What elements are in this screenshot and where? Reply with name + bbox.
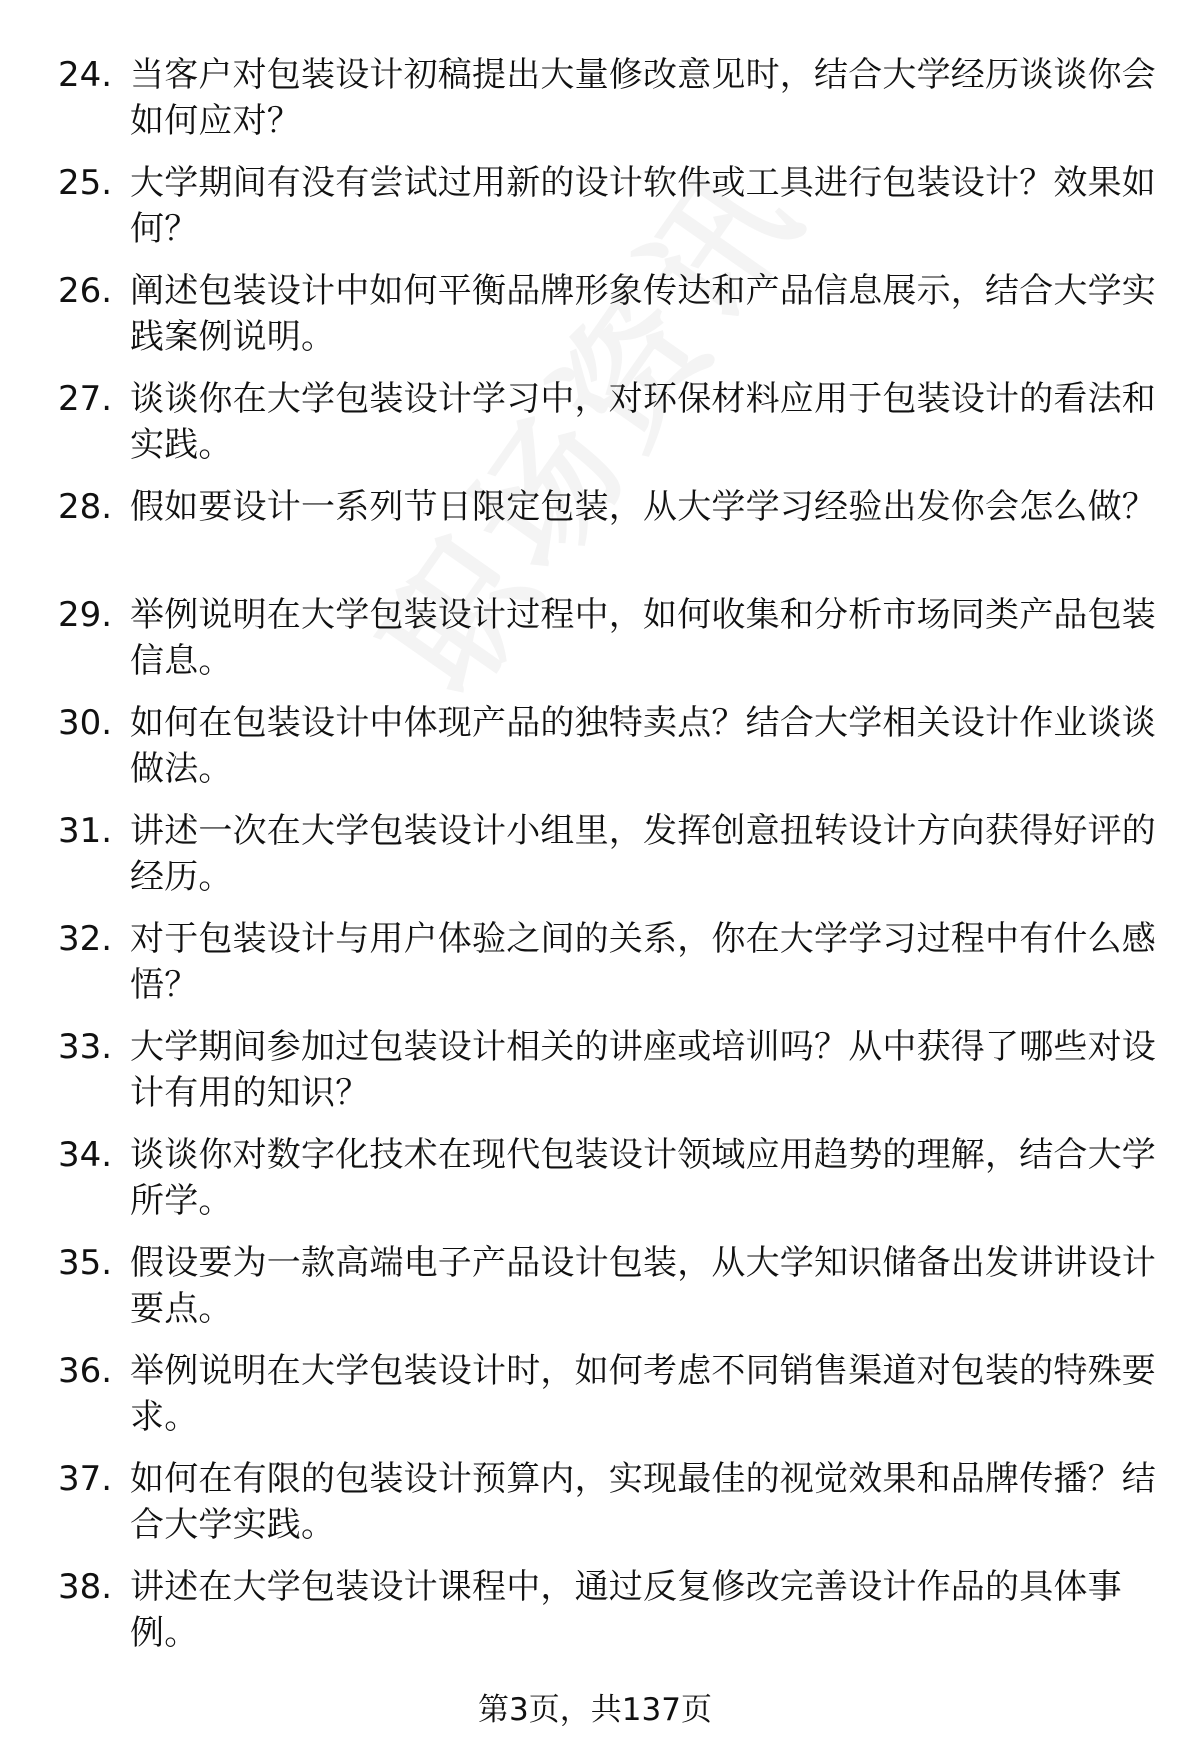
item-number: 38. (58, 1567, 113, 1607)
list-item (58, 376, 1156, 484)
item-number: 24. (58, 55, 113, 95)
item-number: 34. (58, 1135, 113, 1175)
item-text: 当客户对包装设计初稿提出大量修改意见时，结合大学经历谈谈你会如何应对？ (130, 55, 1156, 141)
list-item (58, 1456, 1156, 1564)
item-number: 26. (58, 271, 113, 311)
list-item (58, 916, 1156, 1024)
item-text: 如何在包装设计中体现产品的独特卖点？结合大学相关设计作业谈谈做法。 (130, 703, 1156, 789)
item-text: 对于包装设计与用户体验之间的关系，你在大学学习过程中有什么感悟？ (130, 919, 1156, 1005)
item-text: 谈谈你对数字化技术在现代包装设计领域应用趋势的理解，结合大学所学。 (130, 1135, 1156, 1221)
item-text: 假设要为一款高端电子产品设计包装，从大学知识储备出发讲讲设计要点。 (130, 1243, 1156, 1329)
item-text: 讲述在大学包装设计课程中，通过反复修改完善设计作品的具体事例。 (130, 1567, 1122, 1653)
list-item (58, 592, 1156, 700)
list-item (58, 808, 1156, 916)
item-text: 大学期间有没有尝试过用新的设计软件或工具进行包装设计？效果如何？ (130, 163, 1156, 249)
item-number: 36. (58, 1351, 113, 1391)
item-number: 29. (58, 595, 113, 635)
item-number: 31. (58, 811, 113, 851)
item-number: 32. (58, 919, 113, 959)
item-number: 30. (58, 703, 113, 743)
list-item (58, 52, 1156, 160)
item-text: 假如要设计一系列节日限定包装，从大学学习经验出发你会怎么做？ (130, 487, 1156, 527)
page-footer: 第3页，共137页 (478, 1692, 712, 1728)
list-item (58, 268, 1156, 376)
item-number: 25. (58, 163, 113, 203)
item-text: 如何在有限的包装设计预算内，实现最佳的视觉效果和品牌传播？结合大学实践。 (130, 1459, 1156, 1545)
list-item (58, 1132, 1156, 1240)
item-number: 37. (58, 1459, 113, 1499)
list-item (58, 160, 1156, 268)
list-item (58, 1024, 1156, 1132)
item-text: 举例说明在大学包装设计时，如何考虑不同销售渠道对包装的特殊要求。 (130, 1351, 1156, 1437)
list-item (58, 700, 1156, 808)
item-text: 讲述一次在大学包装设计小组里，发挥创意扭转设计方向获得好评的经历。 (130, 811, 1156, 897)
item-text: 大学期间参加过包装设计相关的讲座或培训吗？从中获得了哪些对设计有用的知识？ (130, 1027, 1156, 1113)
item-text: 举例说明在大学包装设计过程中，如何收集和分析市场同类产品包装信息。 (130, 595, 1156, 681)
item-text: 阐述包装设计中如何平衡品牌形象传达和产品信息展示，结合大学实践案例说明。 (130, 271, 1156, 357)
item-number: 33. (58, 1027, 113, 1067)
list-item (58, 484, 1156, 592)
list-item (58, 1348, 1156, 1456)
item-number: 35. (58, 1243, 113, 1283)
list-item (58, 1564, 1156, 1672)
question-list (58, 52, 1156, 1672)
item-text: 谈谈你在大学包装设计学习中，对环保材料应用于包装设计的看法和实践。 (130, 379, 1156, 465)
item-number: 28. (58, 487, 113, 527)
item-number: 27. (58, 379, 113, 419)
list-item (58, 1240, 1156, 1348)
